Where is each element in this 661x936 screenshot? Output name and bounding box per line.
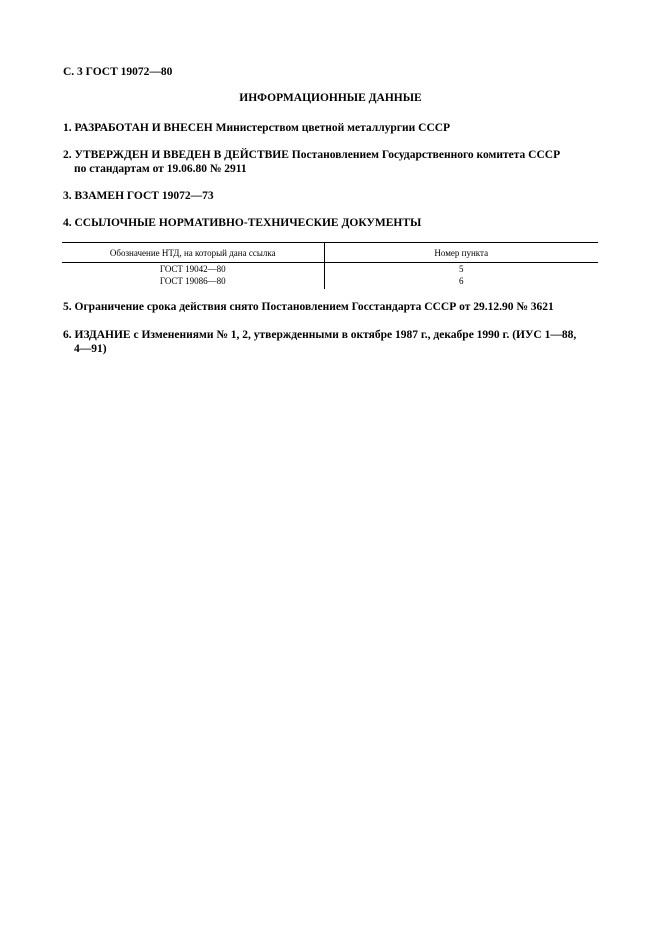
info-item-3	[63, 189, 603, 203]
item-text: Ограничение срока действия снято Постановлением Госстандарта СССР от 29.12.90 № 3621	[74, 301, 554, 313]
item-text: УТВЕРЖДЕН И ВВЕДЕН В ДЕЙСТВИЕ Постановлением Государственного комитета СССР	[74, 149, 561, 161]
running-head: С. 3 ГОСТ 19072—80	[63, 66, 173, 78]
table-cell-clause: 5	[459, 264, 464, 274]
document-title: ИНФОРМАЦИОННЫЕ ДАННЫЕ	[239, 92, 422, 104]
item-number: 5.	[63, 301, 72, 313]
info-item-2	[63, 148, 603, 176]
item-text: ВЗАМЕН ГОСТ 19072—73	[74, 190, 214, 202]
table-header-row	[62, 243, 598, 263]
item-number: 6.	[63, 329, 72, 341]
table-cell-document: ГОСТ 19086—80	[62, 275, 324, 289]
table-row	[62, 263, 598, 276]
item-text: РАЗРАБОТАН И ВНЕСЕН Министерством цветной металлургии СССР	[74, 122, 451, 134]
table-header-cell: Обозначение НТД, на который дана ссылка	[62, 243, 324, 263]
item-number: 2.	[63, 149, 72, 161]
item-text-continuation: по стандартам от 19.06.80 № 2911	[74, 163, 247, 175]
item-number: 3.	[63, 190, 72, 202]
info-item-6	[63, 328, 603, 356]
item-number: 1.	[63, 122, 72, 134]
item-text-continuation: 4—91)	[74, 343, 107, 355]
table-cell-document: ГОСТ 19042—80	[62, 263, 324, 276]
references-table	[62, 242, 598, 289]
item-number: 4.	[63, 217, 72, 229]
info-item-1	[63, 121, 603, 135]
info-item-4	[63, 216, 603, 230]
item-text: ИЗДАНИЕ с Изменениями № 1, 2, утвержденными в октябре 1987 г., декабре 1990 г. (ИУС 1—88,	[74, 329, 577, 341]
table-cell-clause: 6	[459, 276, 464, 286]
table-header-cell: Номер пункта	[324, 243, 598, 263]
item-text: ССЫЛОЧНЫЕ НОРМАТИВНО-ТЕХНИЧЕСКИЕ ДОКУМЕНТЫ	[74, 217, 422, 229]
table-row	[62, 275, 598, 289]
info-item-5	[63, 300, 603, 314]
